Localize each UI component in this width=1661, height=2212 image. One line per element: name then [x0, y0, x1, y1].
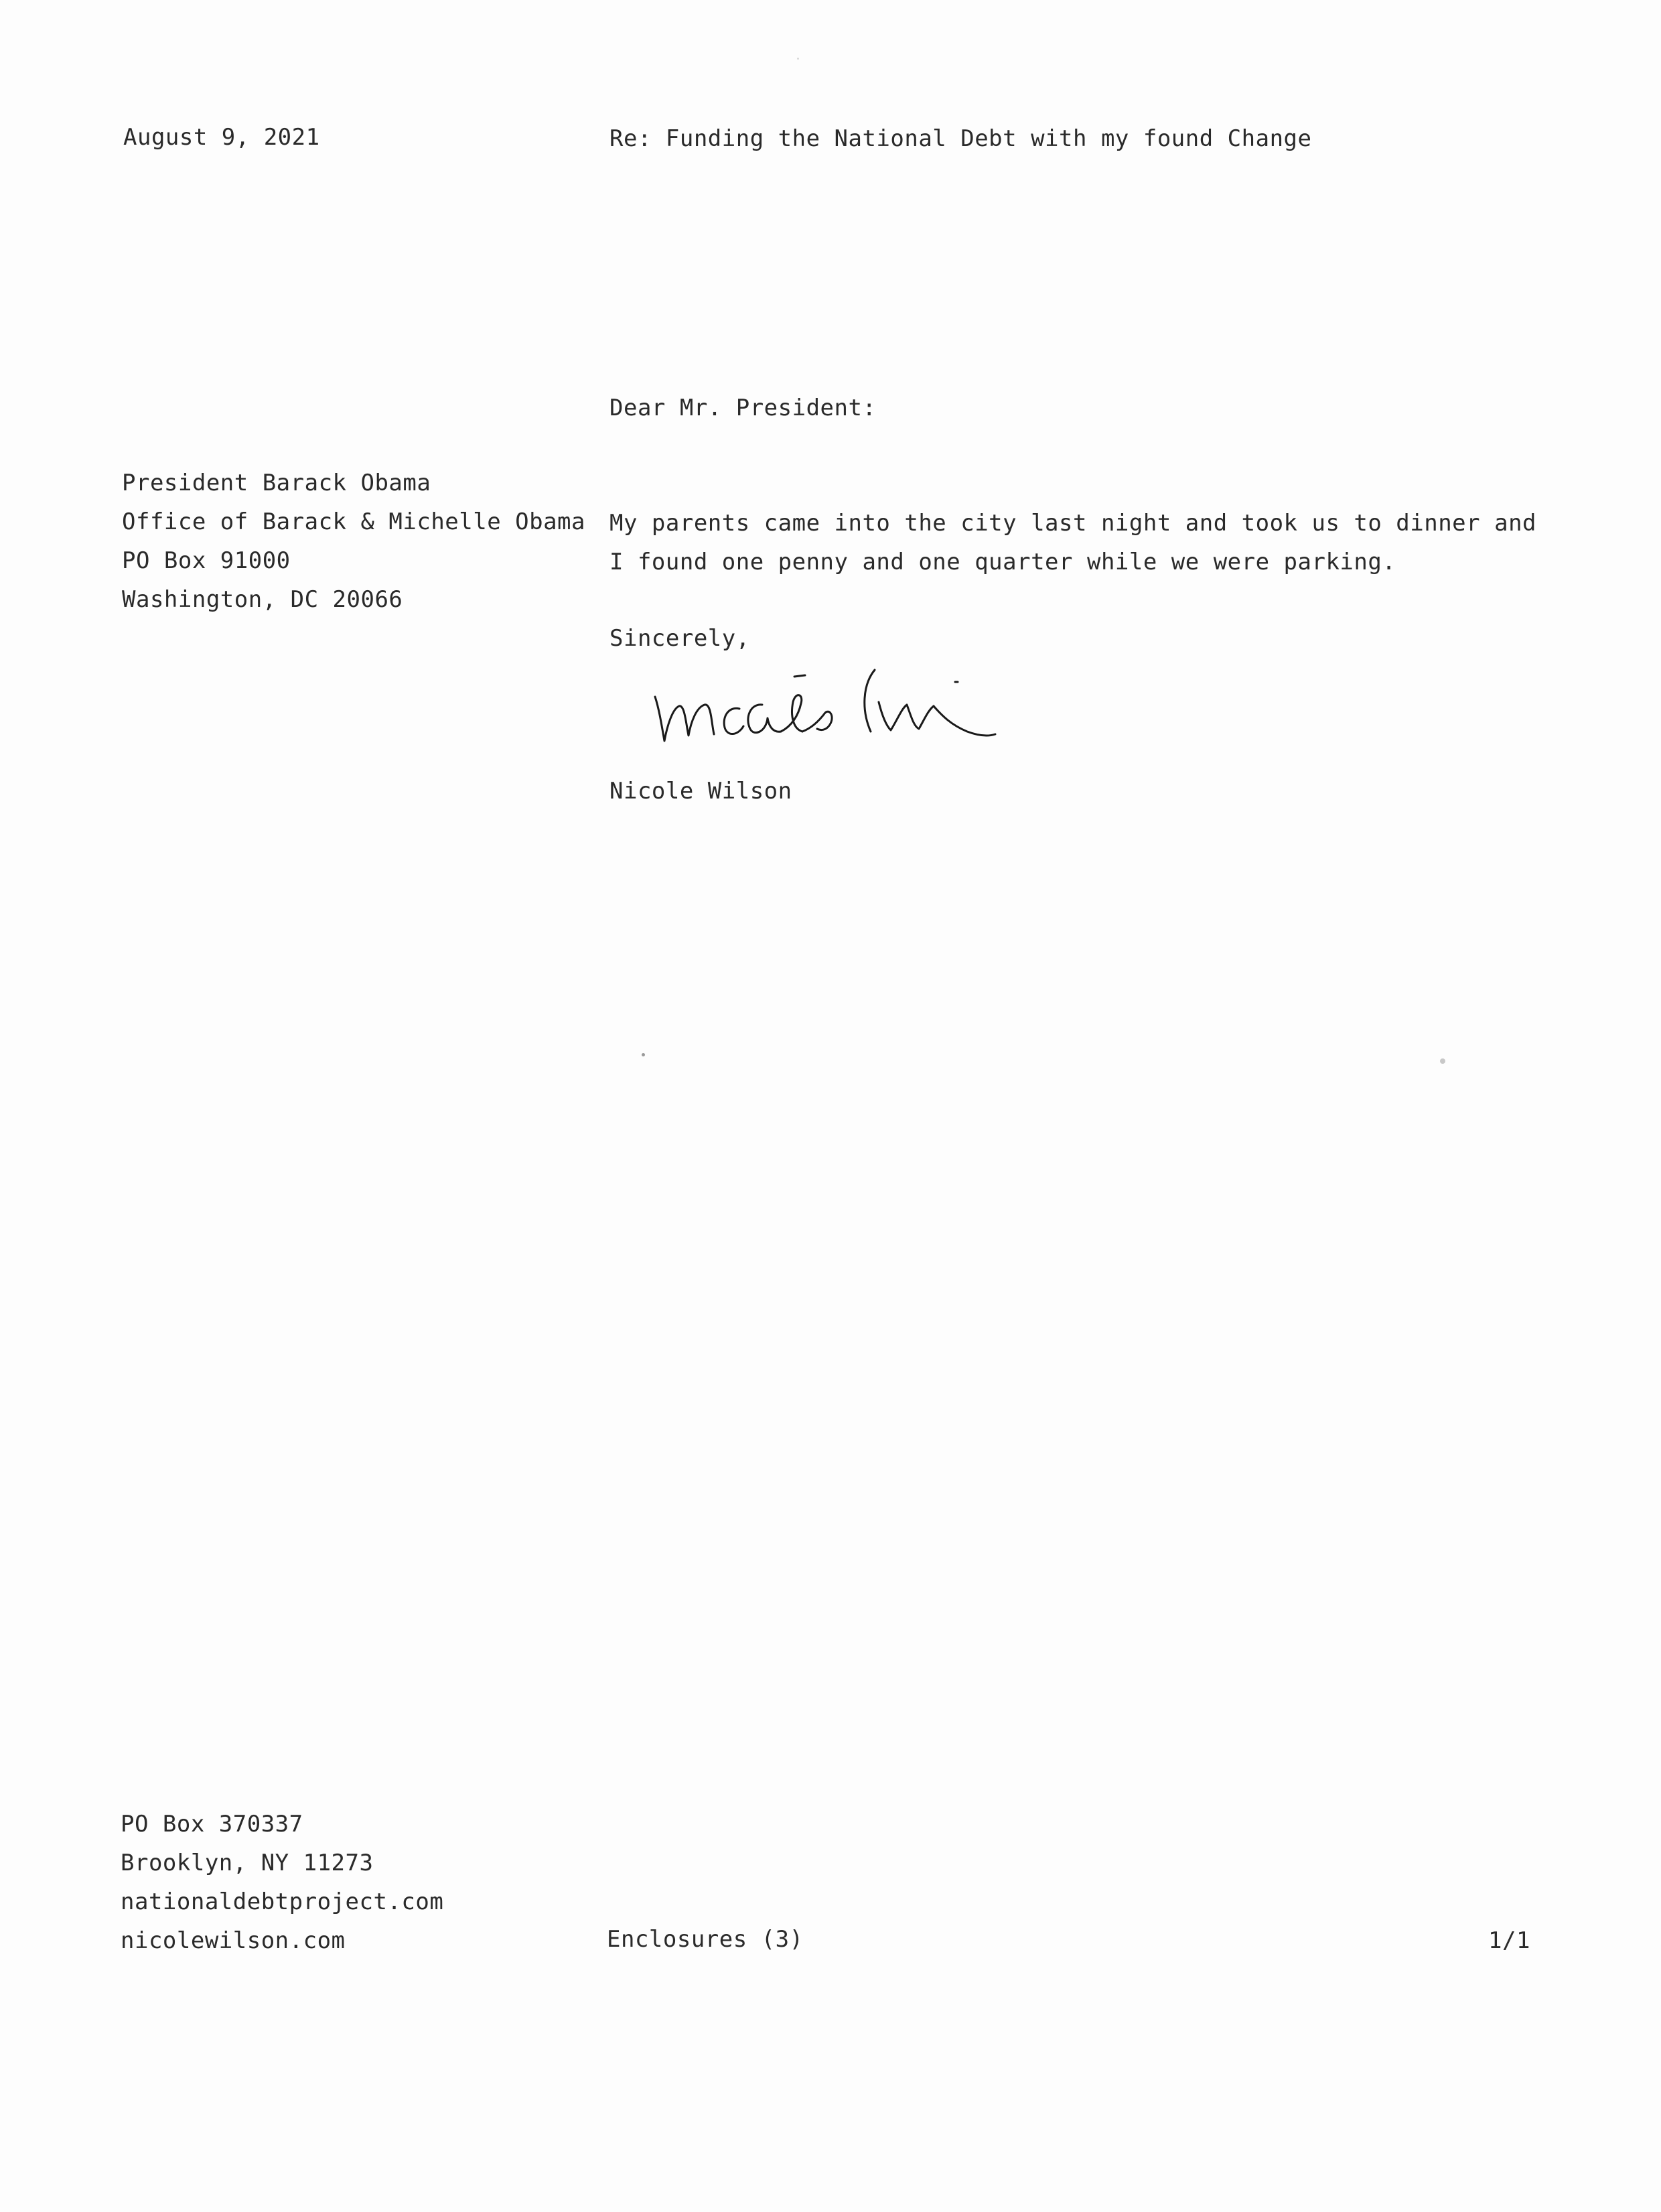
sender-address — [121, 1805, 443, 1960]
page-number: 1/1 — [1488, 1927, 1530, 1954]
handwritten-signature — [650, 662, 998, 756]
body-line: My parents came into the city last night and took us to dinner and — [609, 510, 1537, 537]
recipient-po-box: PO Box 91000 — [122, 547, 291, 574]
letter-body — [609, 504, 1536, 581]
sender-website-personal: nicolewilson.com — [121, 1927, 346, 1954]
sender-po-box: PO Box 370337 — [121, 1811, 303, 1838]
scan-speck — [642, 1053, 645, 1056]
sender-website: nationaldebtproject.com — [121, 1888, 444, 1915]
letter-date: August 9, 2021 — [123, 124, 320, 151]
salutation: Dear Mr. President: — [609, 395, 877, 421]
body-line: I found one penny and one quarter while we were parking. — [609, 549, 1396, 575]
recipient-address — [122, 464, 585, 619]
sender-city: Brooklyn, NY 11273 — [121, 1850, 374, 1876]
letter-subject: Re: Funding the National Debt with my found Change — [609, 125, 1312, 152]
recipient-name: President Barack Obama — [122, 470, 431, 496]
enclosures-note: Enclosures (3) — [607, 1926, 804, 1953]
closing: Sincerely, — [609, 625, 750, 652]
signer-name: Nicole Wilson — [609, 778, 792, 805]
recipient-office: Office of Barack & Michelle Obama — [122, 508, 586, 535]
recipient-city: Washington, DC 20066 — [122, 586, 403, 613]
scan-speck — [797, 58, 799, 60]
scan-speck — [1440, 1058, 1445, 1064]
